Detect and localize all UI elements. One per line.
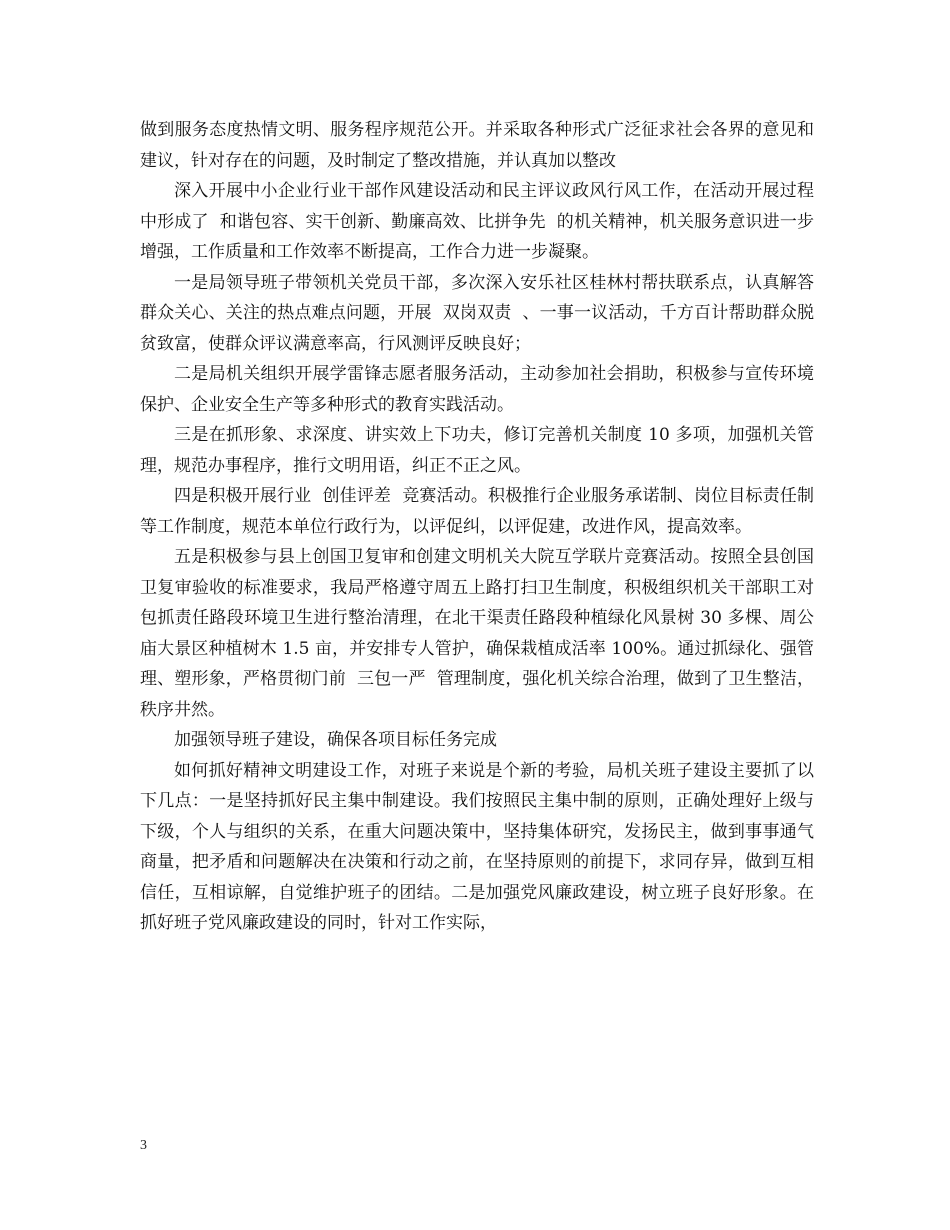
section-heading: 加强领导班子建设，确保各项目标任务完成: [174, 730, 497, 750]
paragraph-6: 四是积极开展行业 创佳评差 竞赛活动。积极推行企业服务承诺制、岗位目标责任制等工作制度，规范本单位行政行为，以评促纠，以评促建，改进作风，提高效率。: [140, 486, 814, 537]
paragraph-2: 深入开展中小企业行业干部作风建设活动和民主评议政风行风工作，在活动开展过程中形成了 和谐包容、实干创新、勤廉高效、比拼争先 的机关精神，机关服务意识进一步增强，工作质量和工作效率不断提高，工作合力进一步凝聚。: [140, 181, 814, 262]
paragraph-3: 一是局领导班子带领机关党员干部，多次深入安乐社区桂林村帮扶联系点，认真解答群众关心、关注的热点难点问题，开展 双岗双责 、一事一议活动，千方百计帮助群众脱贫致富，使群众评议满意率高，行风测评反映良好；: [140, 272, 814, 354]
page-number: 3: [140, 1138, 147, 1153]
document-body: [140, 115, 814, 939]
paragraph-7: 五是积极参与县上创国卫复审和创建文明机关大院互学联片竞赛活动。按照全县创国卫复审验收的标准要求，我局严格遵守周五上路打扫卫生制度，积极组织机关干部职工对包抓责任路段环境卫生进行整治清理，在北干渠责任路段种植绿化风景树 30 多棵、周公庙大景区种植树木 1.5 亩，并安排专人管护，确保栽植成活率 100%。通过抓绿化、强管理、塑形象，严格贯彻门前 三包一严 管理制度，强化机关综合治理，做到了卫生整洁，秩序井然。: [140, 547, 814, 720]
paragraph-8: 如何抓好精神文明建设工作，对班子来说是个新的考验，局机关班子建设主要抓了以下几点：一是坚持抓好民主集中制建设。我们按照民主集中制的原则，正确处理好上级与下级，个人与组织的关系，在重大问题决策中，坚持集体研究，发扬民主，做到事事通气商量，把矛盾和问题解决在决策和行动之前，在坚持原则的前提下，求同存异，做到互相信任，互相谅解，自觉维护班子的团结。二是加强党风廉政建设，树立班子良好形象。在抓好班子党风廉政建设的同时，针对工作实际，: [140, 760, 814, 933]
paragraph-4: 二是局机关组织开展学雷锋志愿者服务活动，主动参加社会捐助，积极参与宣传环境保护、企业安全生产等多种形式的教育实践活动。: [140, 364, 814, 415]
paragraph-5: 三是在抓形象、求深度、讲实效上下功夫，修订完善机关制度 10 多项，加强机关管理，规范办事程序，推行文明用语，纠正不正之风。: [140, 425, 814, 476]
paragraph-1: 做到服务态度热情文明、服务程序规范公开。并采取各种形式广泛征求社会各界的意见和建议，针对存在的问题，及时制定了整改措施，并认真加以整改: [140, 120, 814, 171]
